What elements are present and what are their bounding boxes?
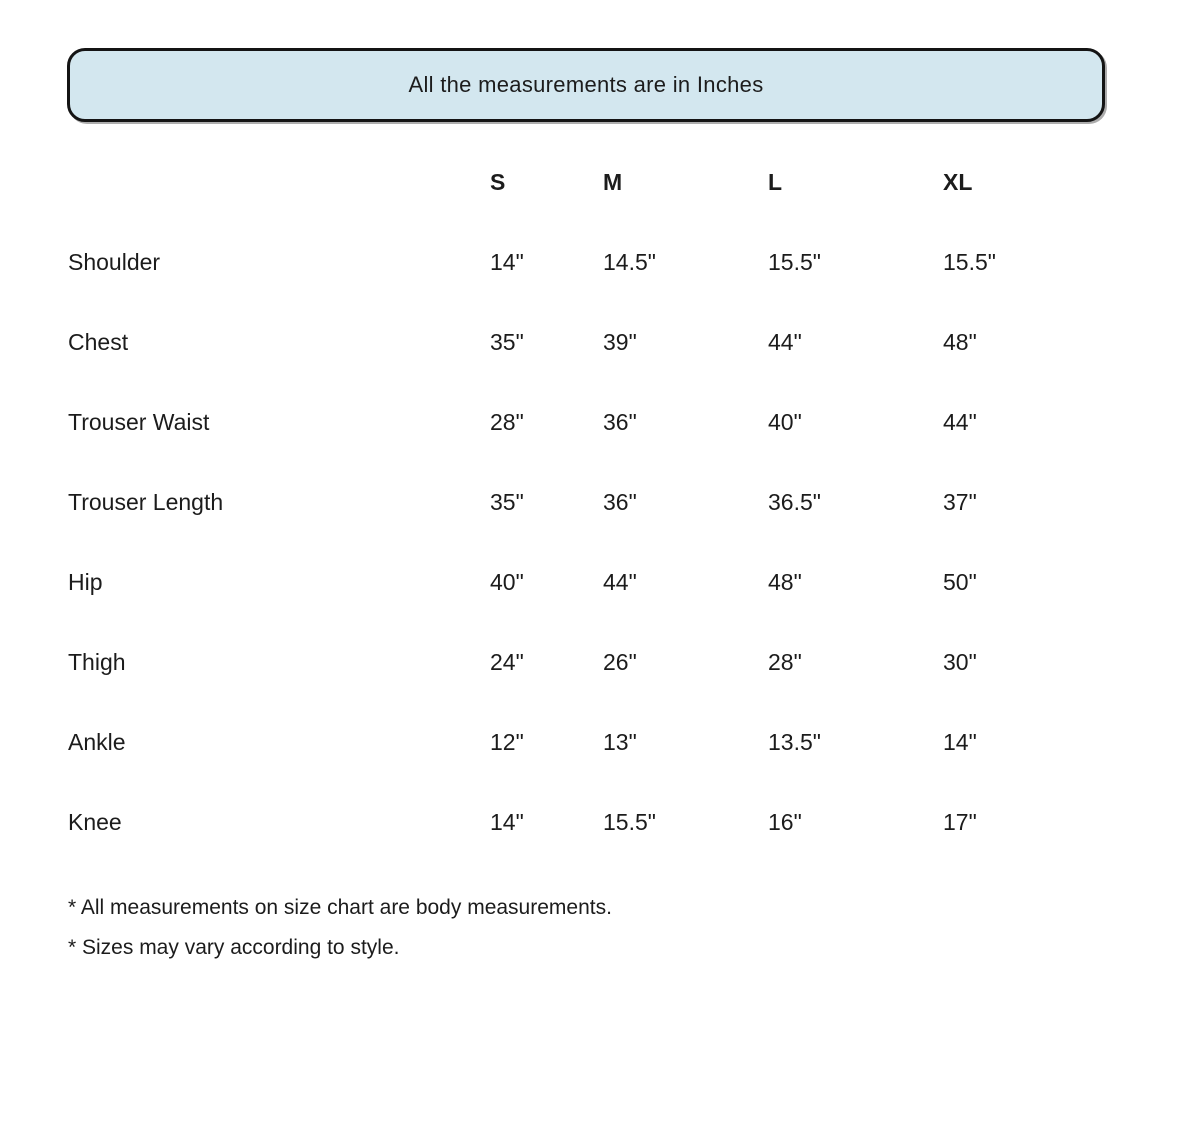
cell-shoulder-m: 14.5" <box>603 248 656 275</box>
cell-trouser-waist-s: 28" <box>490 408 524 435</box>
row-label-thigh: Thigh <box>68 648 126 675</box>
cell-ankle-m: 13" <box>603 728 637 755</box>
row-label-chest: Chest <box>68 328 129 355</box>
cell-trouser-waist-m: 36" <box>603 408 637 435</box>
cell-ankle-xl: 14" <box>943 728 977 755</box>
footnotes <box>68 888 612 968</box>
measurements-unit-banner <box>67 48 1105 122</box>
cell-trouser-length-xl: 37" <box>943 488 977 515</box>
row-label-trouser-waist: Trouser Waist <box>68 408 210 435</box>
banner-text: All the measurements are in Inches <box>408 72 764 97</box>
cell-thigh-l: 28" <box>768 648 802 675</box>
cell-trouser-waist-xl: 44" <box>943 408 977 435</box>
row-label-ankle: Ankle <box>68 728 126 755</box>
cell-chest-s: 35" <box>490 328 524 355</box>
column-header-l: L <box>768 168 783 195</box>
cell-knee-xl: 17" <box>943 808 977 835</box>
footnote-style-variation: * Sizes may vary according to style. <box>68 936 400 959</box>
column-header-xl: XL <box>943 168 973 195</box>
column-header-s: S <box>490 168 506 195</box>
row-label-trouser-length: Trouser Length <box>68 488 224 515</box>
cell-hip-m: 44" <box>603 568 637 595</box>
cell-trouser-length-l: 36.5" <box>768 488 821 515</box>
footnote-body-measurements: * All measurements on size chart are body measurements. <box>68 896 612 919</box>
row-label-shoulder: Shoulder <box>68 248 161 275</box>
cell-trouser-length-s: 35" <box>490 488 524 515</box>
cell-chest-xl: 48" <box>943 328 977 355</box>
row-label-hip: Hip <box>68 568 103 595</box>
cell-hip-xl: 50" <box>943 568 977 595</box>
cell-thigh-s: 24" <box>490 648 524 675</box>
cell-shoulder-xl: 15.5" <box>943 248 996 275</box>
cell-trouser-length-m: 36" <box>603 488 637 515</box>
cell-knee-s: 14" <box>490 808 524 835</box>
cell-ankle-l: 13.5" <box>768 728 821 755</box>
cell-thigh-xl: 30" <box>943 648 977 675</box>
cell-chest-m: 39" <box>603 328 637 355</box>
cell-knee-m: 15.5" <box>603 808 656 835</box>
cell-hip-s: 40" <box>490 568 524 595</box>
cell-shoulder-s: 14" <box>490 248 524 275</box>
cell-trouser-waist-l: 40" <box>768 408 802 435</box>
column-header-m: M <box>603 168 623 195</box>
cell-thigh-m: 26" <box>603 648 637 675</box>
cell-hip-l: 48" <box>768 568 802 595</box>
size-chart-table <box>0 142 1187 862</box>
cell-ankle-s: 12" <box>490 728 524 755</box>
cell-shoulder-l: 15.5" <box>768 248 821 275</box>
row-label-knee: Knee <box>68 808 122 835</box>
cell-chest-l: 44" <box>768 328 802 355</box>
cell-knee-l: 16" <box>768 808 802 835</box>
